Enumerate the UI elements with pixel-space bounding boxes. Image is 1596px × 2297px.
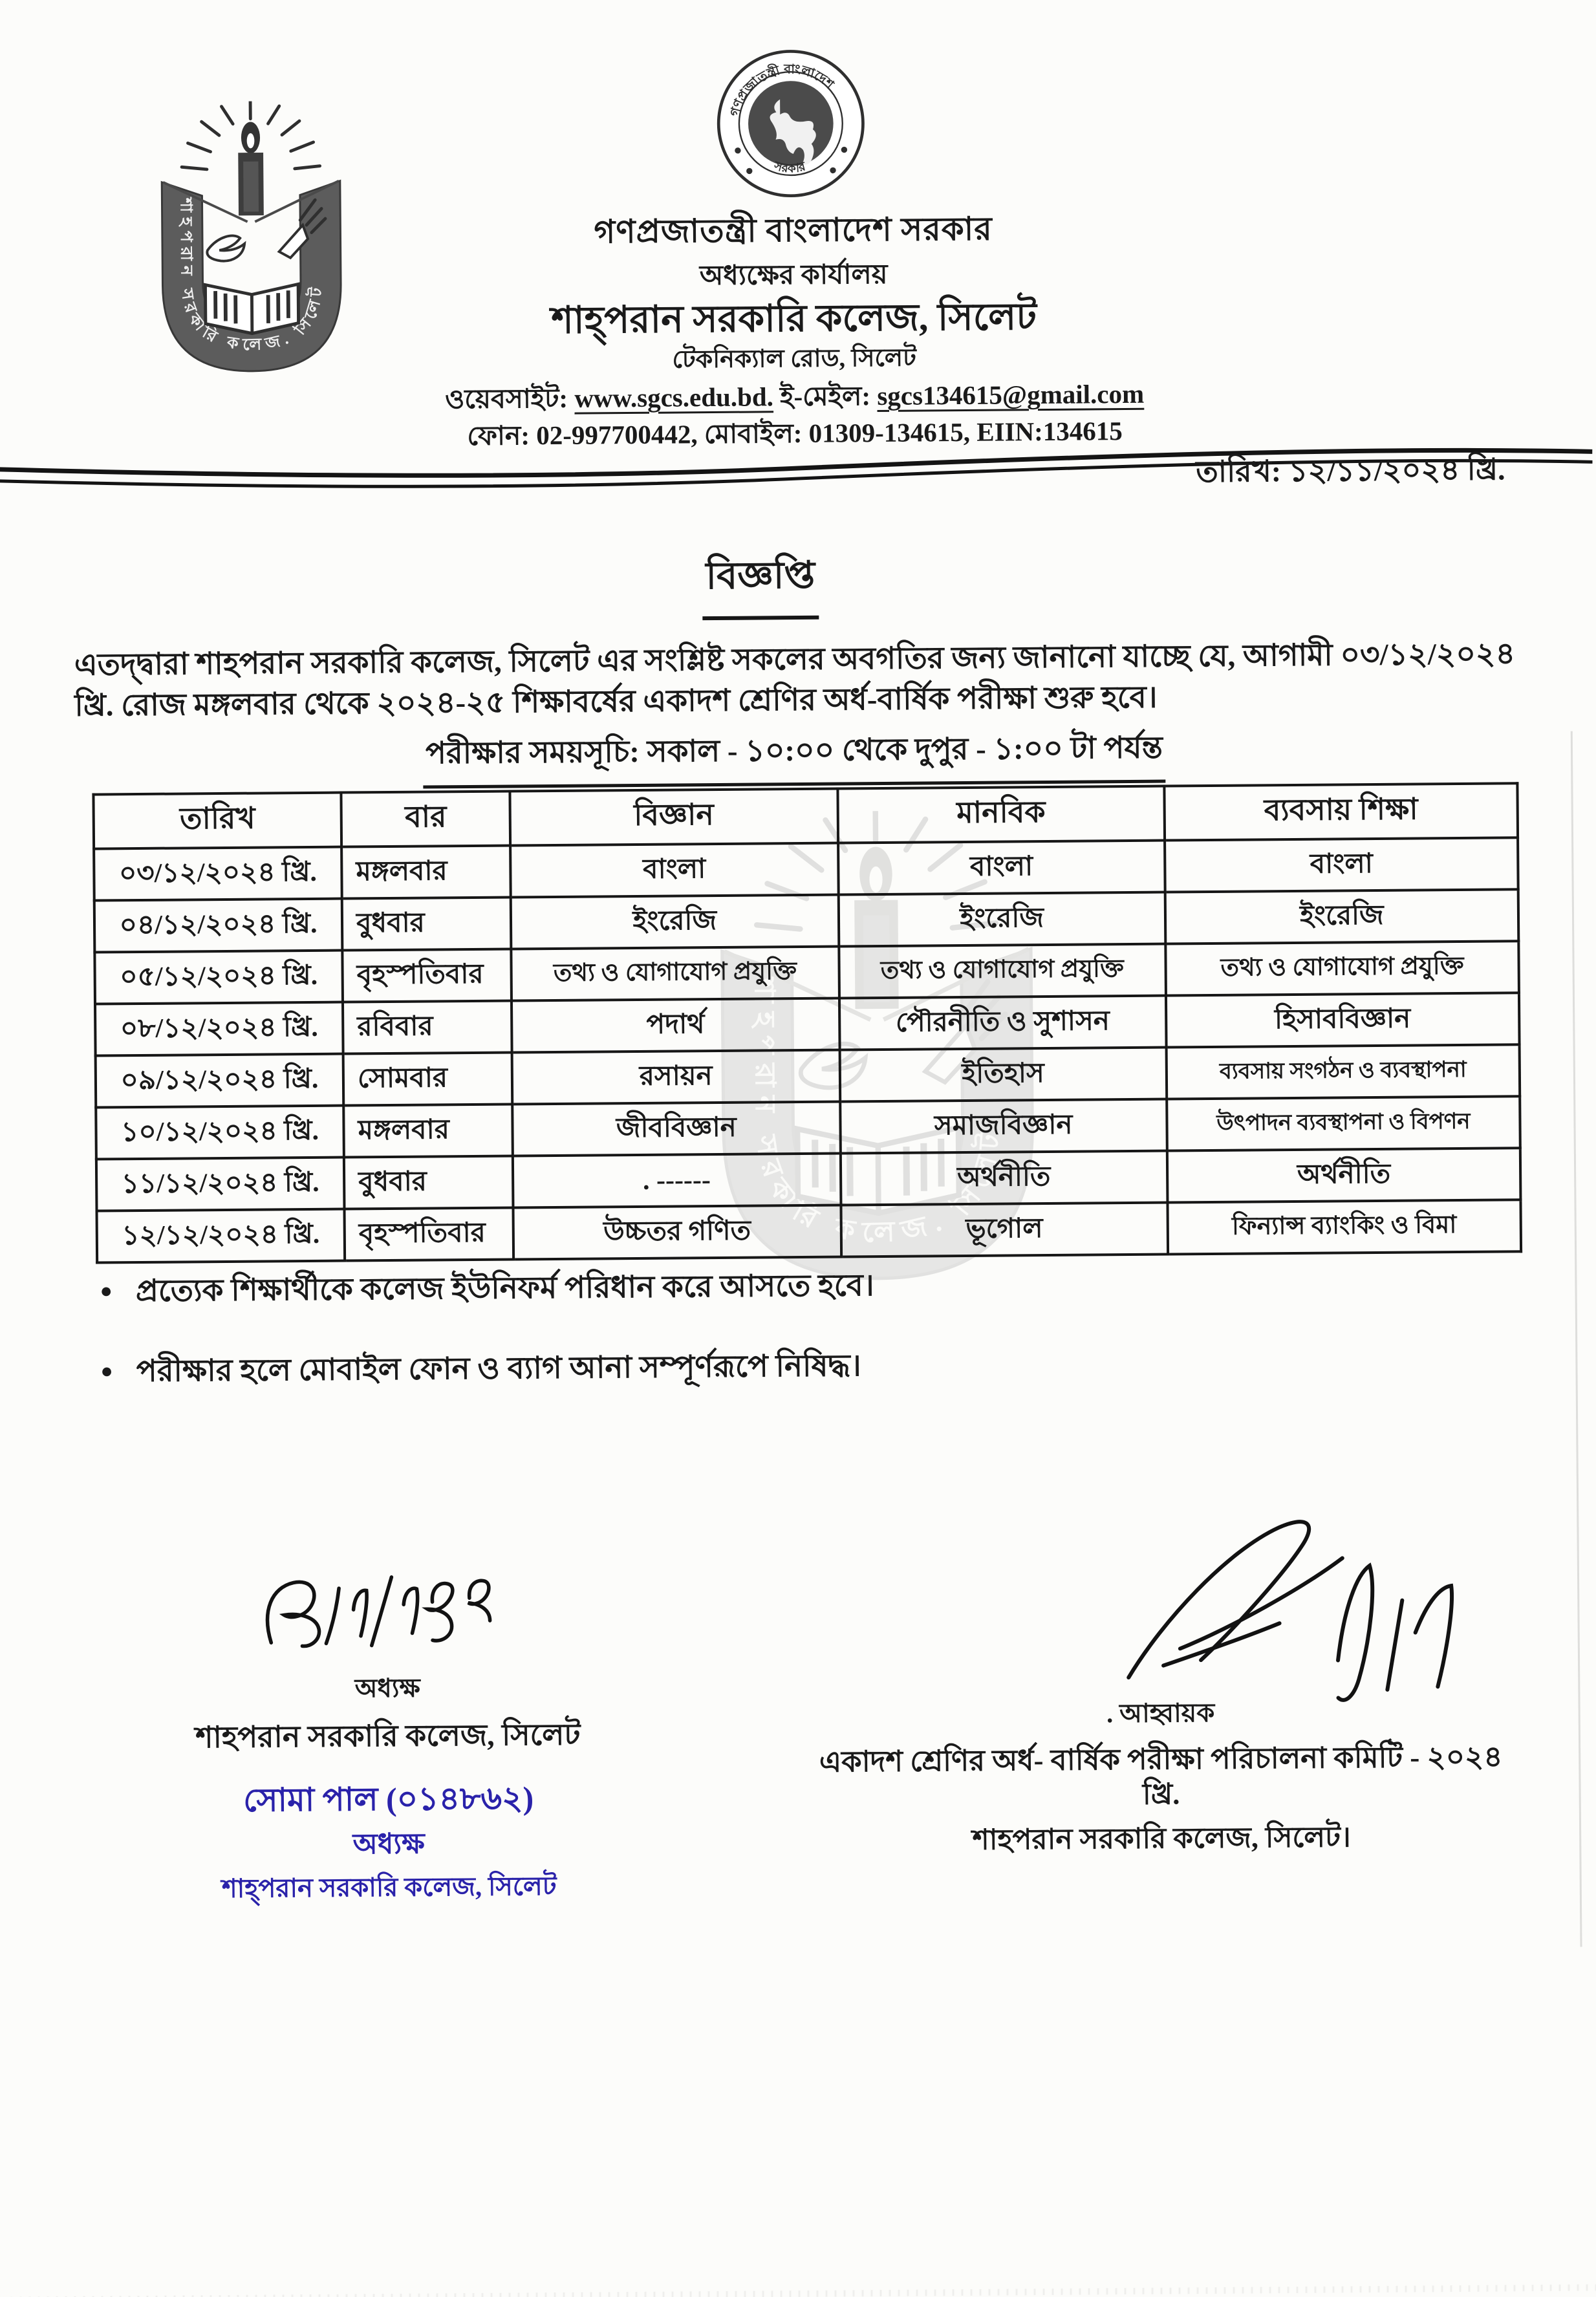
email-label: ই-মেইল: xyxy=(779,381,871,412)
website-link: www.sgcs.edu.bd. xyxy=(574,382,774,413)
table-cell: রবিবার xyxy=(343,1000,512,1053)
table-cell: ০৪/১২/২০২৪ খ্রি. xyxy=(94,899,343,953)
table-cell: পদার্থ xyxy=(512,998,839,1053)
column-header: বার xyxy=(341,791,511,847)
principal-signature-block xyxy=(180,1551,596,1905)
table-row xyxy=(97,1200,1522,1262)
column-header: ব্যবসায় শিক্ষা xyxy=(1164,783,1518,840)
table-cell: মঙ্গলবার xyxy=(341,845,511,898)
committee-line: একাদশ শ্রেণির অর্ধ- বার্ষিক পরীক্ষা পরিচালনা কমিটি - ২০২৪ খ্রি. xyxy=(819,1740,1503,1811)
table-cell: সোমবার xyxy=(343,1052,513,1105)
note-item: ● পরীক্ষার হলে মোবাইল ফোন ও ব্যাগ আনা সম্পূর্ণরূপে নিষিদ্ধ। xyxy=(100,1337,1491,1399)
table-cell: রসায়ন xyxy=(512,1050,840,1105)
table-cell: . ------ xyxy=(513,1153,841,1207)
table-cell: ফিন্যান্স ব্যাংকিং ও বিমা xyxy=(1167,1200,1521,1254)
table-cell: তথ্য ও যোগাযোগ প্রযুক্তি xyxy=(511,947,839,1001)
table-cell: ব্যবসায় সংগঠন ও ব্যবস্থাপনা xyxy=(1166,1044,1520,1099)
table-cell: ০৫/১২/২০২৪ খ্রি. xyxy=(94,951,343,1004)
convener-signature-icon xyxy=(1065,1502,1481,1718)
email-link: sgcs134615@gmail.com xyxy=(877,378,1145,411)
table-cell: ০৩/১২/২০২৪ খ্রি. xyxy=(94,847,342,901)
govt-seal-icon xyxy=(714,35,867,212)
notes-list xyxy=(100,1257,1491,1429)
table-cell: ইংরেজি xyxy=(1165,889,1519,944)
exam-schedule-table xyxy=(92,782,1522,1264)
table-cell: অর্থনীতি xyxy=(840,1151,1167,1205)
table-cell: উচ্চতর গণিত xyxy=(513,1205,841,1259)
table-cell: বাংলা xyxy=(1165,837,1518,892)
table-cell: বৃহস্পতিবার xyxy=(345,1207,514,1260)
letterhead xyxy=(382,209,1205,452)
convener-org: শাহপরান সরকারি কলেজ, সিলেট। xyxy=(972,1821,1351,1856)
table-cell: ইংরেজি xyxy=(511,895,839,949)
phone-line: ফোন: 02-997700442, মোবাইল: 01309-134615, EIIN:134615 xyxy=(467,416,1123,451)
principal-signature-icon xyxy=(244,1551,530,1672)
table-cell: বাংলা xyxy=(510,843,838,898)
table-cell: অর্থনীতি xyxy=(1167,1148,1521,1202)
table-cell: ১০/১২/২০২৪ খ্রি. xyxy=(96,1106,344,1159)
table-cell: বুধবার xyxy=(342,897,512,950)
convener-role: . আহ্বায়ক xyxy=(1106,1698,1215,1729)
table-cell: ০৯/১২/২০২৪ খ্রি. xyxy=(96,1054,344,1108)
principal-org: শাহপরান সরকারি কলেজ, সিলেট xyxy=(195,1718,581,1754)
table-cell: বাংলা xyxy=(838,841,1165,895)
college-name: শাহ্‌পরান সরকারি কলেজ, সিলেট xyxy=(551,295,1037,341)
table-cell: জীববিজ্ঞান xyxy=(512,1102,840,1156)
table-cell: বুধবার xyxy=(344,1156,513,1209)
college-logo xyxy=(144,99,360,398)
table-cell: তথ্য ও যোগাযোগ প্রযুক্তি xyxy=(839,944,1166,998)
website-email-line xyxy=(383,378,1205,415)
table-cell: সমাজবিজ্ঞান xyxy=(840,1099,1167,1154)
principal-role: অধ্যক্ষ xyxy=(354,1673,421,1703)
column-header: তারিখ xyxy=(93,793,341,849)
scan-bottom-noise xyxy=(11,2284,1596,2297)
website-label: ওয়েবসাইট: xyxy=(444,383,568,415)
table-cell: ১১/১২/২০২৪ খ্রি. xyxy=(96,1158,345,1211)
table-cell: ভূগোল xyxy=(841,1203,1168,1257)
table-cell: ইংরেজি xyxy=(838,892,1165,947)
schedule-heading: পরীক্ষার সময়সূচি: সকাল - ১০:০০ থেকে দুপুর - ১:০০ টা পর্যন্ত xyxy=(0,720,1590,792)
table-cell: হিসাববিজ্ঞান xyxy=(1166,993,1520,1047)
stamp-role: অধ্যক্ষ xyxy=(352,1828,426,1860)
stamp-org: শাহ্‌পরান সরকারি কলেজ, সিলেট xyxy=(221,1871,557,1904)
column-header: বিজ্ঞান xyxy=(510,789,837,846)
table-cell: তথ্য ও যোগাযোগ প্রযুক্তি xyxy=(1165,941,1519,995)
scan-edge-shadow xyxy=(1571,731,1582,1947)
table-cell: পৌরনীতি ও সুশাসন xyxy=(839,996,1166,1050)
table-cell: উৎপাদন ব্যবস্থাপনা ও বিপণন xyxy=(1167,1096,1520,1150)
stamp-name: সোমা পাল (০১৪৮৬২) xyxy=(243,1780,534,1818)
table-cell: বৃহস্পতিবার xyxy=(343,949,512,1002)
college-address: টেকনিক্যাল রোড, সিলেট xyxy=(672,345,917,374)
office-line: অধ্যক্ষের কার্যালয় xyxy=(699,259,888,291)
notice-body: এতদ্দ্বারা শাহপরান সরকারি কলেজ, সিলেট এর সংশ্লিষ্ট সকলের অবগতির জন্য জানানো যাচ্ছে যে, আগামী ০৩/১২/২০২৪ খ্রি. রোজ মঙ্গলবার থেকে ২০২৪-২৫ শিক্ষাবর্ষের একাদশ শ্রেণির অর্ধ-বার্ষিক পরীক্ষা শুরু হবে। xyxy=(74,637,1516,724)
table-cell: ১২/১২/২০২৪ খ্রি. xyxy=(97,1209,345,1263)
column-header: মানবিক xyxy=(837,786,1165,843)
note-item: ● প্রত্যেক শিক্ষার্থীকে কলেজ ইউনিফর্ম পরিধান করে আসতে হবে। xyxy=(100,1257,1491,1319)
table-cell: মঙ্গলবার xyxy=(343,1104,513,1157)
government-line: গণপ্রজাতন্ত্রী বাংলাদেশ সরকার xyxy=(594,210,993,250)
issue-date: তারিখ: ১২/১১/২০২৪ খ্রি. xyxy=(1196,453,1505,489)
convener-signature-block xyxy=(806,1514,1514,1859)
notice-title: বিজ্ঞপ্তি xyxy=(0,541,1524,626)
table-cell: ০৮/১২/২০২৪ খ্রি. xyxy=(95,1002,343,1056)
table-cell: ইতিহাস xyxy=(839,1048,1167,1102)
